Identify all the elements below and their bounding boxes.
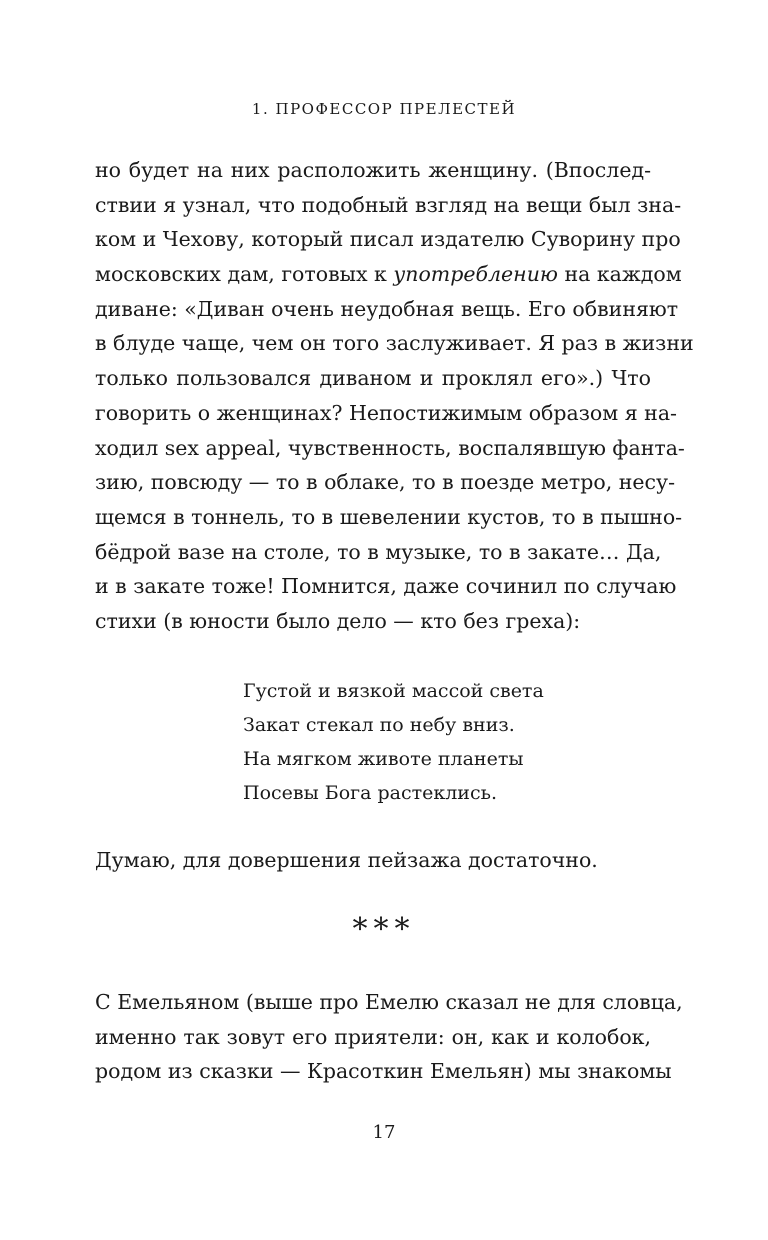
text-line: зию, повсюду — то в облаке, то в поезде метро, несу- [95,470,676,495]
page-number: 17 [372,1122,396,1143]
text-line: говорить о женщинах? Непостижимым образом я на- [95,400,677,425]
poem [243,674,544,810]
text-line: в блуде чаще, чем он того заслуживает. Я раз в жизни [95,331,694,356]
text-run: на каждом [557,262,682,287]
section-separator: *** [352,912,416,947]
text-line: ком и Чехову, который писал издателю Суворину про [95,227,681,252]
text-run: московских дам, готовых к [95,262,394,287]
running-head: 1. ПРОФЕССОР ПРЕЛЕСТЕЙ [251,100,517,118]
poem-line: Густой и вязкой массой света [243,680,544,702]
text-line: бёдрой вазе на столе, то в музыке, то в закате… Да, [95,539,662,564]
paragraph-2 [95,843,651,878]
text-line: ходил sex appeal, чувственность, воспалявшую фанта- [95,435,685,460]
text-line: С Емельяном (выше про Емелю сказал не для словца, [95,990,683,1014]
text-line: диване: «Диван очень неудобная вещь. Его обвиняют [95,296,679,321]
poem-line: Посевы Бога растеклись. [243,782,497,804]
text-line: родом из сказки — Красоткин Емельян) мы знакомы [95,1059,672,1084]
poem-line: Закат стекал по небу вниз. [243,714,515,736]
paragraph-1 [95,153,694,639]
text-line: только пользовался диваном и проклял его».) Что [95,366,651,391]
text-line: Думаю, для довершения пейзажа достаточно. [95,848,598,872]
text-line: стихи (в юности было дело — кто без греха): [95,608,581,633]
text-line: именно так зовут его приятели: он, как и колобок, [95,1024,651,1049]
text-line: и в закате тоже! Помнится, даже сочинил по случаю [95,574,677,599]
text-line: но будет на них расположить женщину. (Впослед- [95,158,651,182]
poem-line: На мягком животе планеты [243,748,524,770]
italic-word: употреблению [393,262,558,287]
text-line: щемся в тоннель, то в шевелении кустов, то в пышно- [95,504,683,529]
paragraph-3 [95,985,683,1089]
text-line: ствии я узнал, что подобный взгляд на вещи был зна- [95,192,682,217]
text-line [95,257,682,292]
